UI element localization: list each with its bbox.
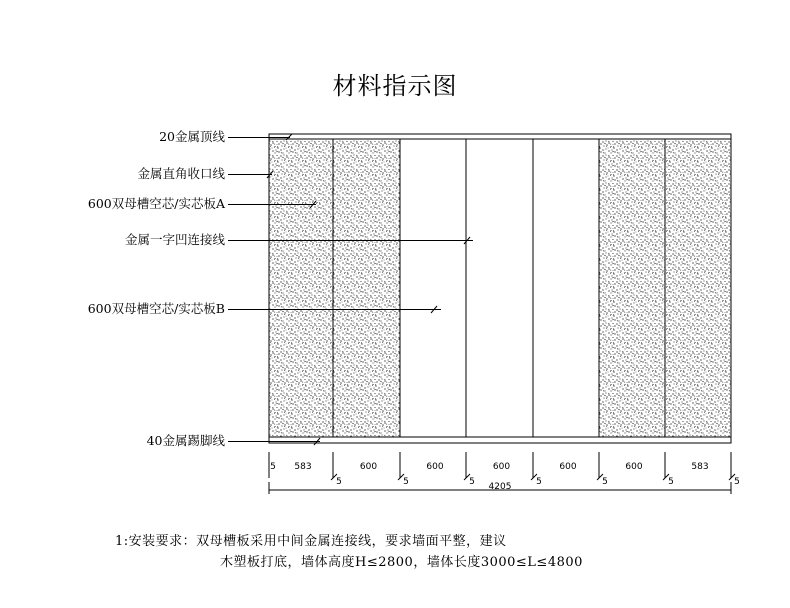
panel-width-label: 600	[426, 462, 444, 472]
panel-width-label: 600	[359, 462, 378, 472]
label-connector: 金属一字凹连接线	[124, 232, 225, 247]
panel-width-label: 583	[691, 462, 709, 472]
panel-width-label: 600	[559, 462, 577, 472]
label-baseboard: 40金属踢脚线	[146, 433, 225, 448]
joint-label: 5	[469, 477, 475, 487]
label-panel-a: 600双母槽空芯/实芯板A	[87, 196, 225, 211]
panel-1	[269, 136, 333, 442]
panel-2	[333, 136, 400, 442]
panel-6	[599, 136, 665, 442]
total-width-label: 4205	[488, 482, 512, 492]
joint-label: 5	[270, 462, 276, 472]
diagram-title: 材料指示图	[332, 72, 458, 100]
install-note-line-2: 木塑板打底，墙体高度H≤2800，墙体长度3000≤L≤4800	[220, 555, 583, 570]
joint-label: 5	[536, 477, 542, 487]
label-panel-b: 600双母槽空芯/实芯板B	[87, 301, 225, 316]
joint-label: 5	[668, 477, 674, 487]
baseboard-line	[269, 437, 731, 443]
panel-7	[665, 136, 731, 442]
top-metal-line	[269, 134, 731, 139]
joint-label: 5	[336, 477, 342, 487]
label-top-line: 20金属顶线	[159, 129, 225, 144]
joint-label: 5	[602, 477, 608, 487]
install-note-line-1: 1:安装要求：双母槽板采用中间金属连接线，要求墙面平整，建议	[115, 534, 507, 549]
joint-label: 5	[403, 477, 409, 487]
panel-width-label: 583	[294, 462, 312, 472]
panel-4	[466, 136, 533, 442]
label-corner-trim: 金属直角收口线	[137, 166, 225, 181]
panel-width-label: 600	[625, 462, 643, 472]
joint-label: 5	[734, 477, 740, 487]
panel-width-label: 600	[492, 462, 511, 472]
panel-3	[400, 136, 466, 442]
panel-5	[533, 136, 599, 442]
